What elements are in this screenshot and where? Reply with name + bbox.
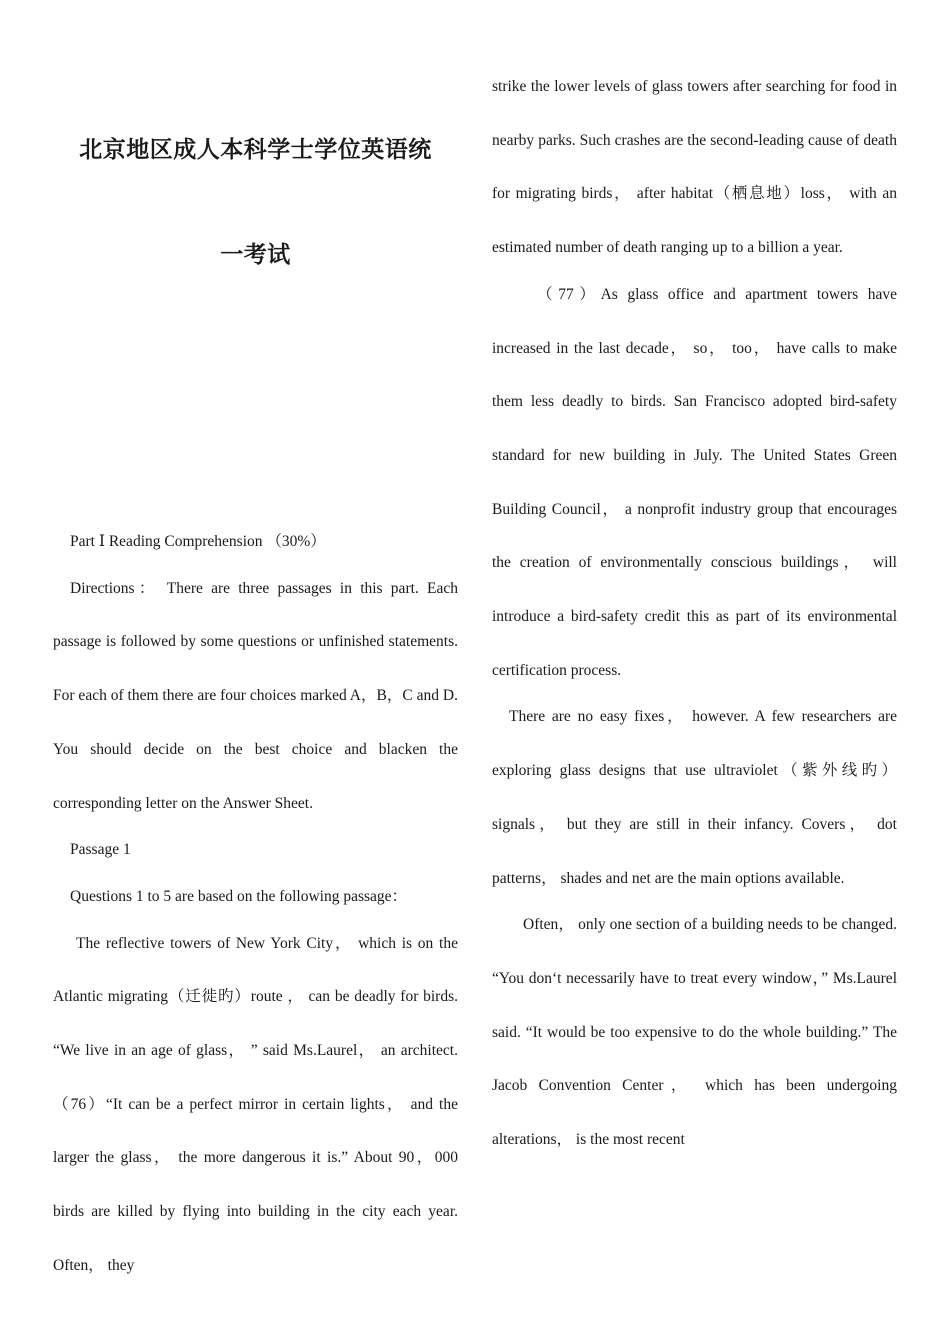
passage-paragraph-1-continued: strike the lower levels of glass towers after searching for food in nearby parks. Such crashes are the second-leading cause of death for migrating birds， after habitat（栖息地）loss， with an estimated number of death ranging up to a billion a year. xyxy=(492,78,897,257)
questions-intro: Questions 1 to 5 are based on the following passage： xyxy=(70,887,408,905)
passage-paragraph-2: （77）As glass office and apartment towers have increased in the last decade， so， too， have calls to make them less deadly to birds. San Francisco adopted bird-safety standard for new building in July. The United States Green Building Council， a nonprofit industry group that encourages the creation of environmentally conscious buildings， will introduce a bird-safety credit this as part of its environmental certification process. xyxy=(492,285,897,679)
passage-paragraph-3: There are no easy fixes， however. A few researchers are exploring glass designs that use ultraviolet（紫外线旳）signals， but they are still in their infancy. Covers， dot patterns， shades and net are the main options available. xyxy=(492,708,897,887)
title-line-2: 一考试 xyxy=(220,241,291,268)
title-line-1: 北京地区成人本科学士学位英语统 xyxy=(79,136,432,163)
passage-paragraph-4: Often， only one section of a building needs to be changed. “You don‘t necessarily have to treat every window，” Ms.Laurel said. “It would be too expensive to do the whole building.” The Jacob Convention Center， which has been undergoing alterations， is the most recent xyxy=(492,916,897,1149)
passage-label: Passage 1 xyxy=(70,841,131,859)
left-column xyxy=(53,0,458,1293)
right-column xyxy=(492,0,897,1167)
passage-paragraph-1: The reflective towers of New York City， which is on the Atlantic migrating（迁徙旳）route ， can be deadly for birds. “We live in an age of glass， ” said Ms.Laurel， an architect.（76）“It can be a perfect mirror in certain lights， and the larger the glass， the more dangerous it is.” About 90，000 birds are killed by flying into building in the city each year. Often， they xyxy=(53,934,458,1274)
directions-paragraph: Directions： There are three passages in this part. Each passage is followed by some questions or unfinished statements. For each of them there are four choices marked A，B，C and D. You should decide on the best choice and blacken the corresponding letter on the Answer Sheet. xyxy=(53,579,458,812)
document-title xyxy=(53,97,458,307)
part-heading: Part Ⅰ Reading Comprehension （30%） xyxy=(70,533,326,550)
reading-section xyxy=(53,515,458,1293)
